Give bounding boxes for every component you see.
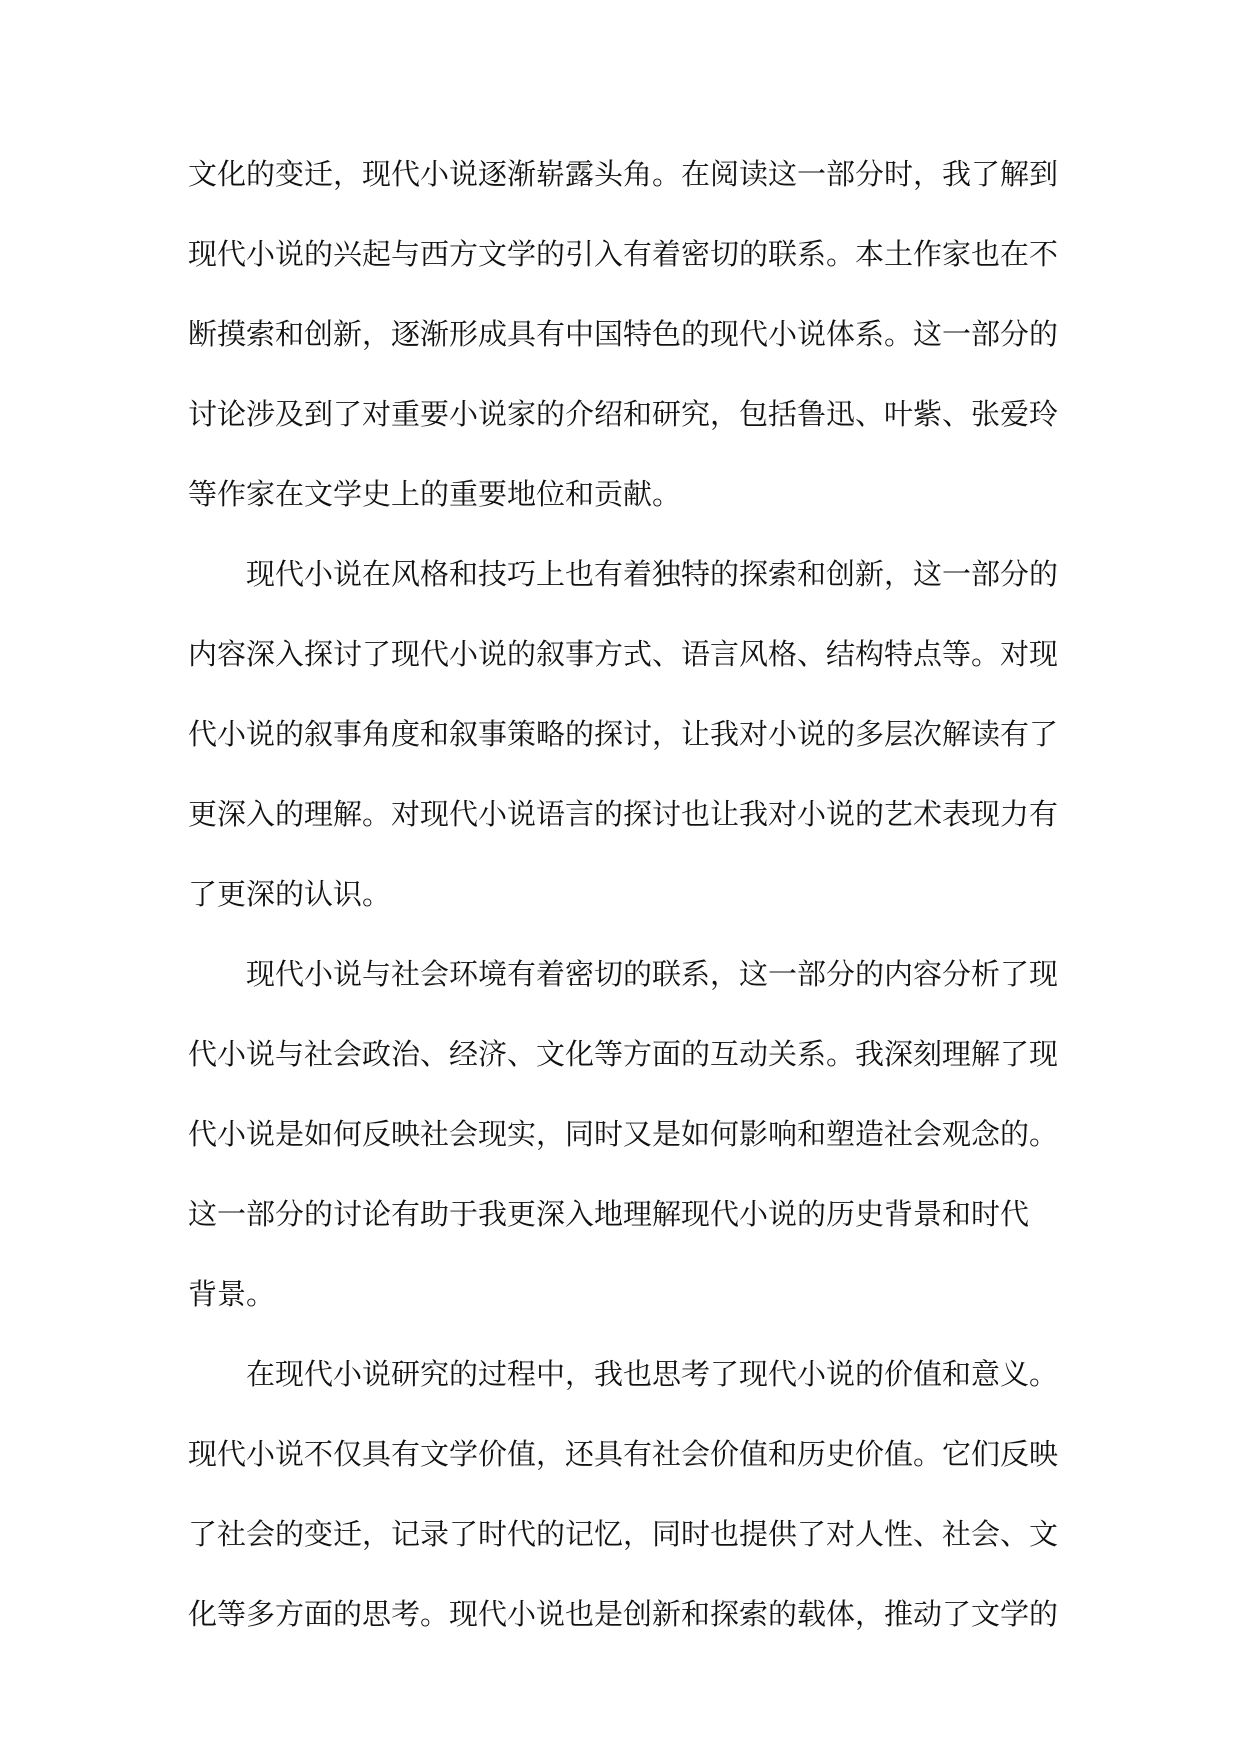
text-line: 现代小说的兴起与西方文学的引入有着密切的联系。本土作家也在不 <box>188 237 1059 271</box>
text-line: 现代小说不仅具有文学价值，还具有社会价值和历史价值。它们反映 <box>188 1437 1059 1471</box>
text-line: 现代小说与社会环境有着密切的联系，这一部分的内容分析了现 <box>246 957 1059 991</box>
text-line: 这一部分的讨论有助于我更深入地理解现代小说的历史背景和时代 <box>188 1197 1030 1231</box>
text-line: 化等多方面的思考。现代小说也是创新和探索的载体，推动了文学的 <box>188 1597 1059 1631</box>
text-line: 更深入的理解。对现代小说语言的探讨也让我对小说的艺术表现力有 <box>188 797 1059 831</box>
body-text <box>188 148 1058 1668</box>
text-line: 断摸索和创新，逐渐形成具有中国特色的现代小说体系。这一部分的 <box>188 317 1059 351</box>
text-line: 了更深的认识。 <box>188 877 392 911</box>
text-line: 代小说是如何反映社会现实，同时又是如何影响和塑造社会观念的。 <box>188 1117 1059 1151</box>
text-line: 讨论涉及到了对重要小说家的介绍和研究，包括鲁迅、叶紫、张爱玲 <box>188 397 1059 431</box>
text-line: 背景。 <box>188 1277 276 1311</box>
text-line: 现代小说在风格和技巧上也有着独特的探索和创新，这一部分的 <box>246 557 1059 591</box>
text-line: 内容深入探讨了现代小说的叙事方式、语言风格、结构特点等。对现 <box>188 637 1059 671</box>
text-line: 在现代小说研究的过程中，我也思考了现代小说的价值和意义。 <box>246 1357 1059 1391</box>
text-line: 代小说的叙事角度和叙事策略的探讨，让我对小说的多层次解读有了 <box>188 717 1059 751</box>
text-line: 等作家在文学史上的重要地位和贡献。 <box>188 477 682 511</box>
text-line: 文化的变迁，现代小说逐渐崭露头角。在阅读这一部分时，我了解到 <box>188 157 1059 191</box>
text-line: 代小说与社会政治、经济、文化等方面的互动关系。我深刻理解了现 <box>188 1037 1059 1071</box>
text-line: 了社会的变迁，记录了时代的记忆，同时也提供了对人性、社会、文 <box>188 1517 1059 1551</box>
